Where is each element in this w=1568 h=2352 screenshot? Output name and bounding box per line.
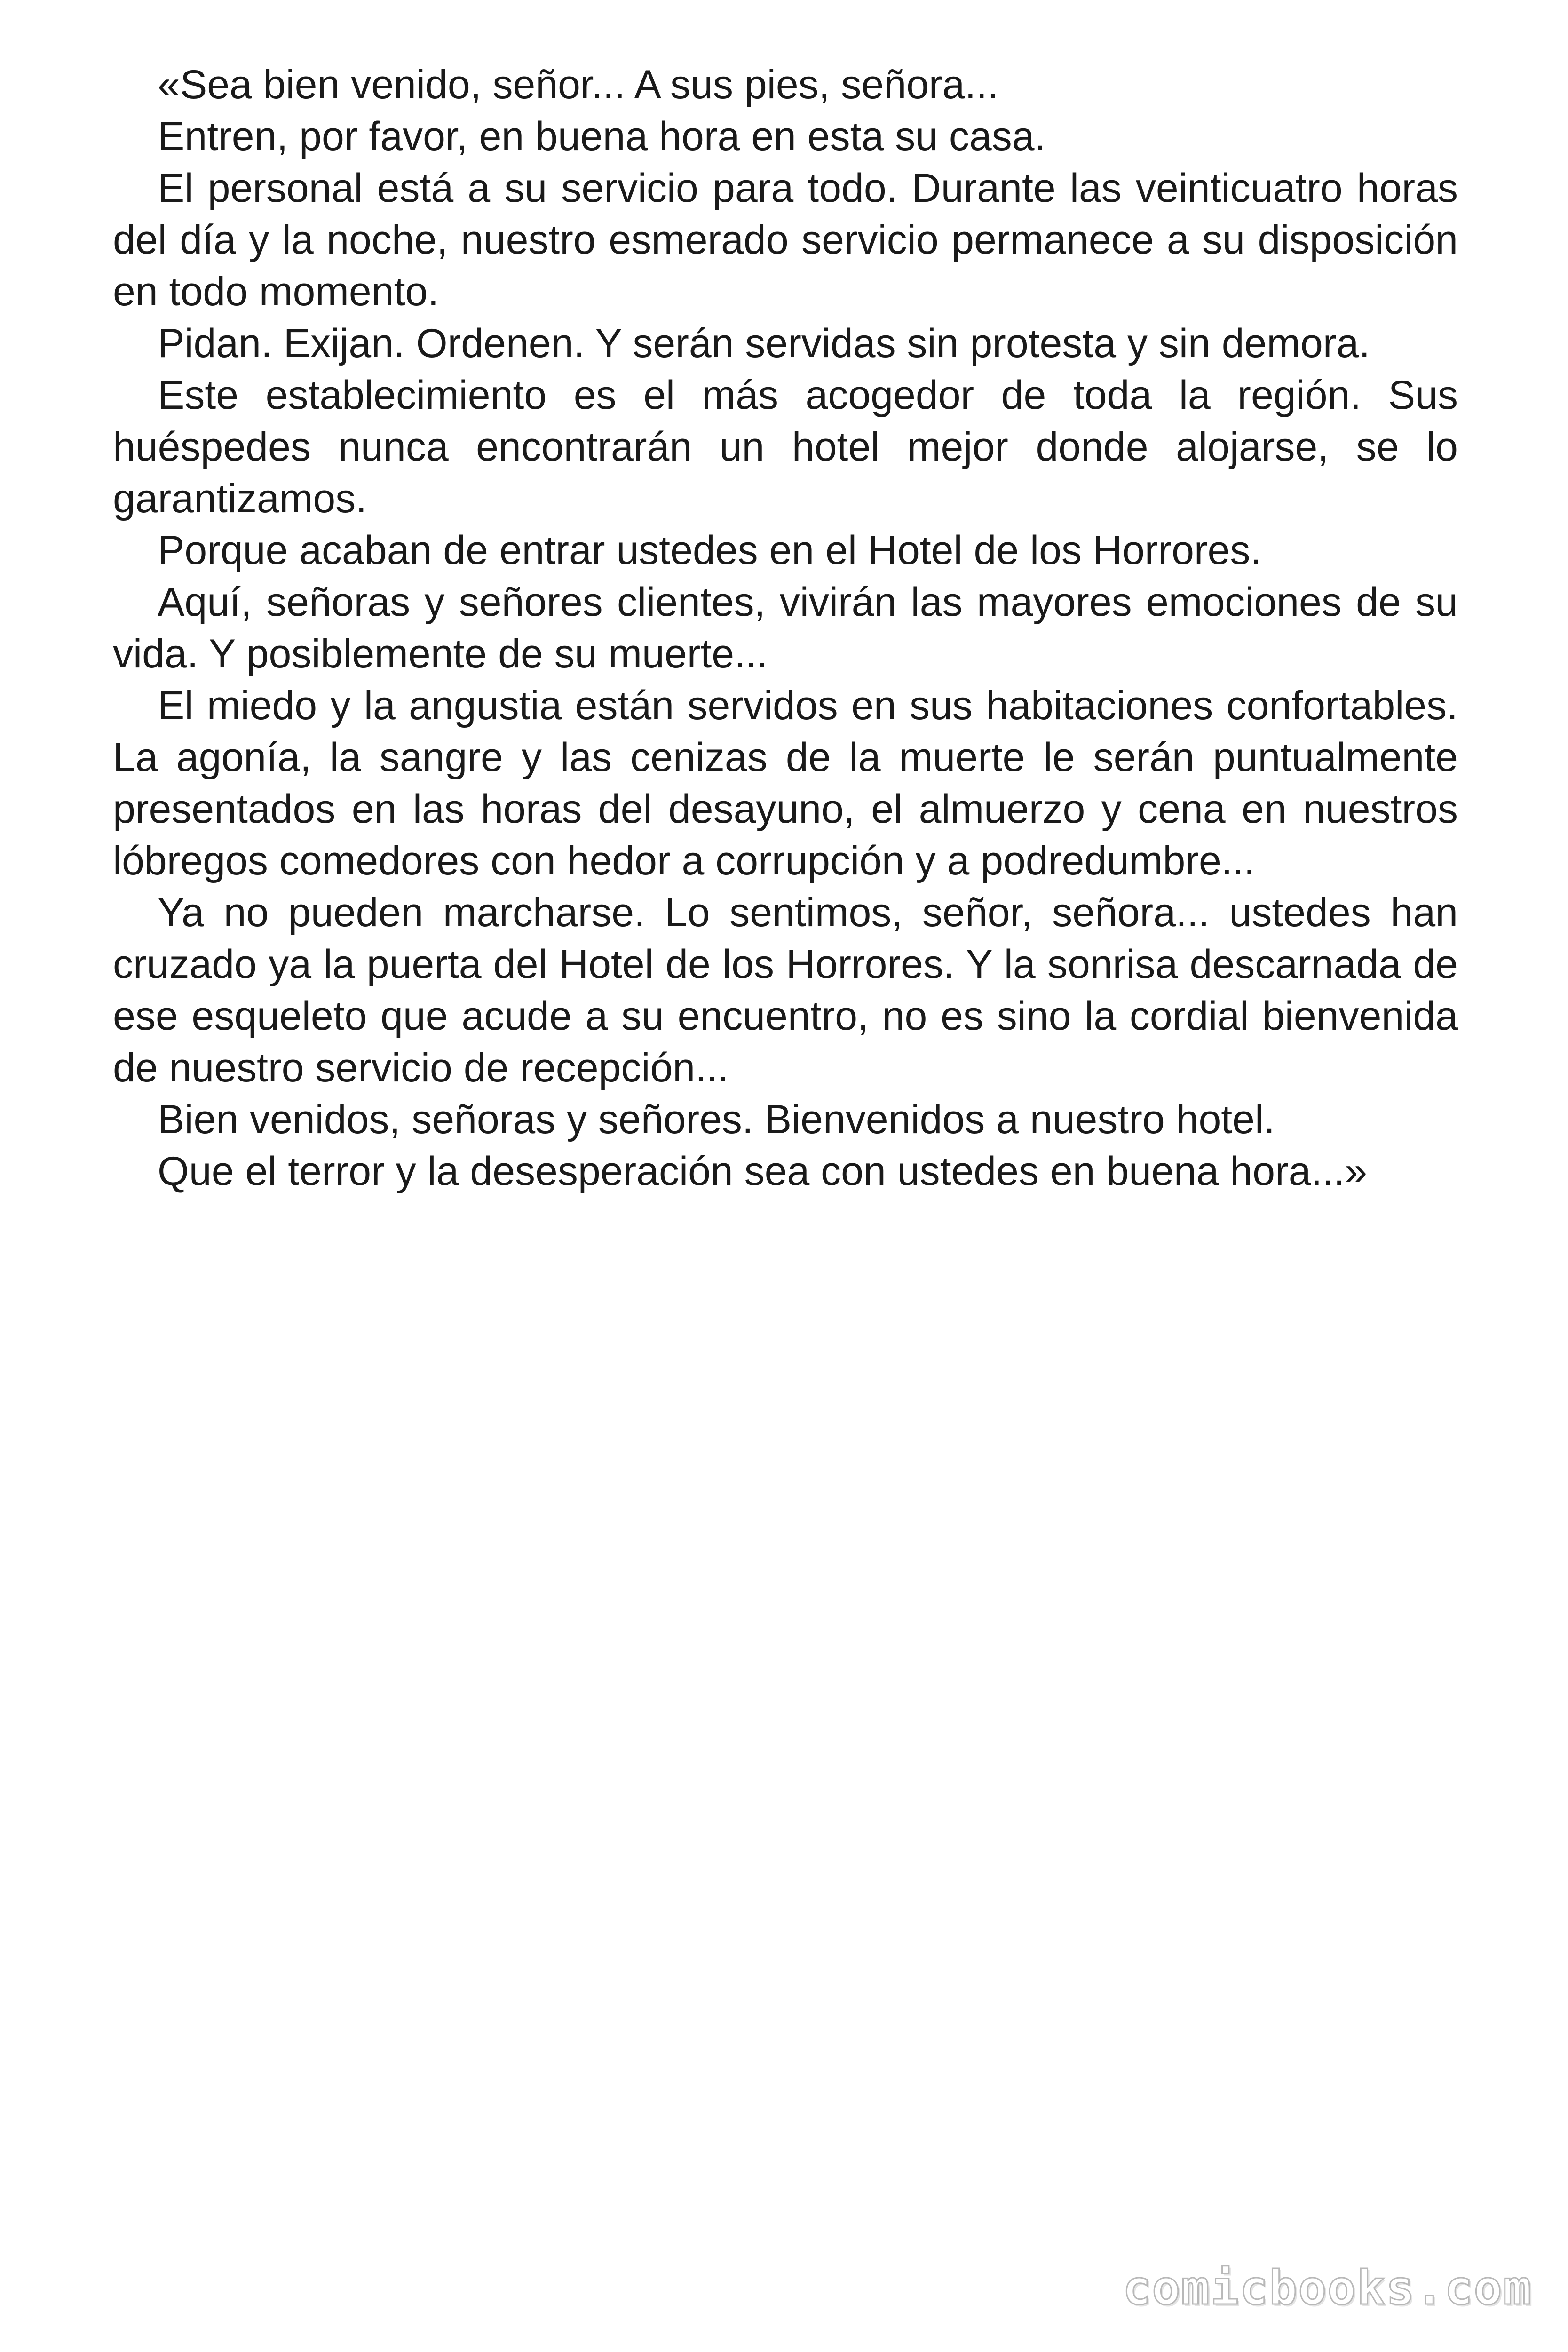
paragraph: «Sea bien venido, señor... A sus pies, señora... xyxy=(158,62,999,107)
paragraph: Porque acaban de entrar ustedes en el Hotel de los Horrores. xyxy=(158,528,1262,573)
paragraph: El personal está a su servicio para todo. Durante las veinticuatro horas del día y la noche, nuestro esmerado servicio permanece a su disposición en todo momento. xyxy=(113,166,1458,314)
paragraph: Este establecimiento es el más acogedor de toda la región. Sus huéspedes nunca encontrarán un hotel mejor donde alojarse, se lo garantizamos. xyxy=(113,373,1458,521)
paragraph: Que el terror y la desesperación sea con ustedes en buena hora...» xyxy=(158,1149,1368,1194)
paragraph: El miedo y la angustia están servidos en sus habitaciones confortables. La agonía, la sangre y las cenizas de la muerte le serán puntualmente presentados en las horas del desayuno, el almuerzo y cena en nuestros lóbregos comedores con hedor a corrupción y a podredumbre... xyxy=(113,683,1458,883)
paragraph: Bien venidos, señoras y señores. Bienvenidos a nuestro hotel. xyxy=(158,1097,1275,1142)
watermark: comicbooks.com xyxy=(1123,2260,1532,2315)
paragraph: Aquí, señoras y señores clientes, vivirán las mayores emociones de su vida. Y posiblemente de su muerte... xyxy=(113,580,1458,676)
paragraph: Entren, por favor, en buena hora en esta su casa. xyxy=(158,114,1046,159)
document-body xyxy=(113,59,1458,1197)
paragraph: Pidan. Exijan. Ordenen. Y serán servidas sin protesta y sin demora. xyxy=(158,321,1370,366)
paragraph: Ya no pueden marcharse. Lo sentimos, señor, señora... ustedes han cruzado ya la puerta del Hotel de los Horrores. Y la sonrisa descarnada de ese esqueleto que acude a su encuentro, no es sino la cordial bienvenida de nuestro servicio de recepción... xyxy=(113,890,1458,1090)
